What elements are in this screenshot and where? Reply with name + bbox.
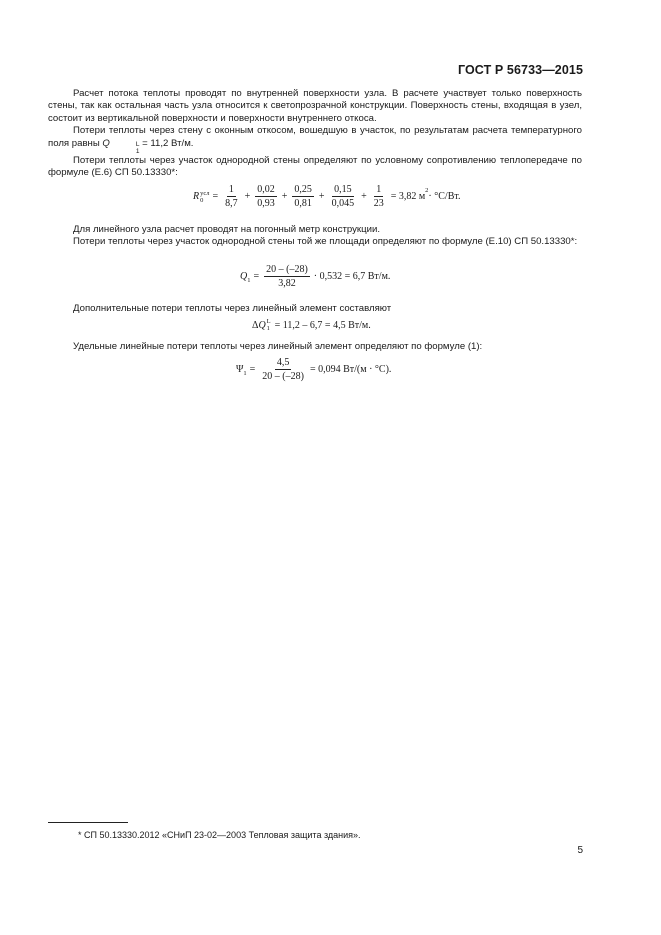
text-block-4 xyxy=(48,341,582,353)
paragraph-wall-losses: Потери теплоты через стену с оконным откосом, вошедшую в участок, по результатам расчета температурного поля равны Q L 1 = 11,2 Вт/м. xyxy=(48,125,582,155)
symbol-q: Q xyxy=(102,137,110,149)
paragraph-specific-losses: Удельные линейные потери теплоты через линейный элемент определяют по формуле (1): xyxy=(73,341,483,352)
fraction: $\frac{1}{23}$ xyxy=(373,184,384,209)
fraction: $\frac{0,15}{0,045}$ xyxy=(331,184,355,209)
formula-q1: Q 1 = $\frac{20 - (-28)}{3,82}$ · 0,532 = 6,7 Вт/м. xyxy=(240,264,391,289)
text-block-3 xyxy=(48,303,582,315)
fraction: $\frac{1}{8,7}$ xyxy=(225,184,238,209)
text-block-1 xyxy=(48,88,582,179)
symbol-q-indices: L 1 xyxy=(135,140,140,155)
text-block-2 xyxy=(48,224,582,249)
fraction: $\frac{4,5}{20 - (-28)}$ xyxy=(262,357,304,382)
paragraph-linear-node: Для линейного узла расчет проводят на погонный метр конструкции. xyxy=(73,224,380,235)
paragraph-homogeneous-wall: Потери теплоты через участок однородной стены определяют по условному сопротивлению теплопередаче по формуле (Е.6) СП 50.13330*: xyxy=(48,154,582,179)
formula-delta-q: Δ Q L 1 = 11,2 – 6,7 = 4,5 Вт/м. xyxy=(252,318,371,332)
fraction: $\frac{20 - (-28)}{3,82}$ xyxy=(266,264,308,289)
paragraph-calc-surface: Расчет потока теплоты проводят по внутренней поверхности узла. В расчете участвует только поверхность стены, так как остальная часть узла относится к светопрозрачной конструкции. Поверхность стены, входящая в узел, состоит из вертикальной поверхности и поверхности внутреннего откоса. xyxy=(48,88,582,124)
footnote-separator xyxy=(48,822,128,823)
fraction: $\frac{0,25}{0,81}$ xyxy=(294,184,312,209)
fraction: $\frac{0,02}{0,93}$ xyxy=(257,184,275,209)
formula-r0: R усл 0 = $\frac{1}{8,7}$ + $\frac{0,02}{0,93}$ + $\frac{0,25}{0,81}$ + $\frac{0,15}{0,045}$ + $\frac{1}{23}$ = 3,82 м 2 · °С/Вт. xyxy=(193,184,461,209)
paragraph-additional-losses: Дополнительные потери теплоты через линейный элемент составляют xyxy=(73,303,392,314)
page-number: 5 xyxy=(577,845,583,856)
footnote: * СП 50.13330.2012 «СНиП 23-02—2003 Тепловая защита здания». xyxy=(78,830,361,840)
paragraph-same-area: Потери теплоты через участок однородной стены той же площади определяют по формуле (Е.10) СП 50.13330*: xyxy=(73,236,578,248)
document-header: ГОСТ Р 56733—2015 xyxy=(457,63,583,77)
formula-psi: Ψ 1 = $\frac{4,5}{20 - (-28)}$ = 0,094 Вт/(м · °С). xyxy=(236,357,392,382)
